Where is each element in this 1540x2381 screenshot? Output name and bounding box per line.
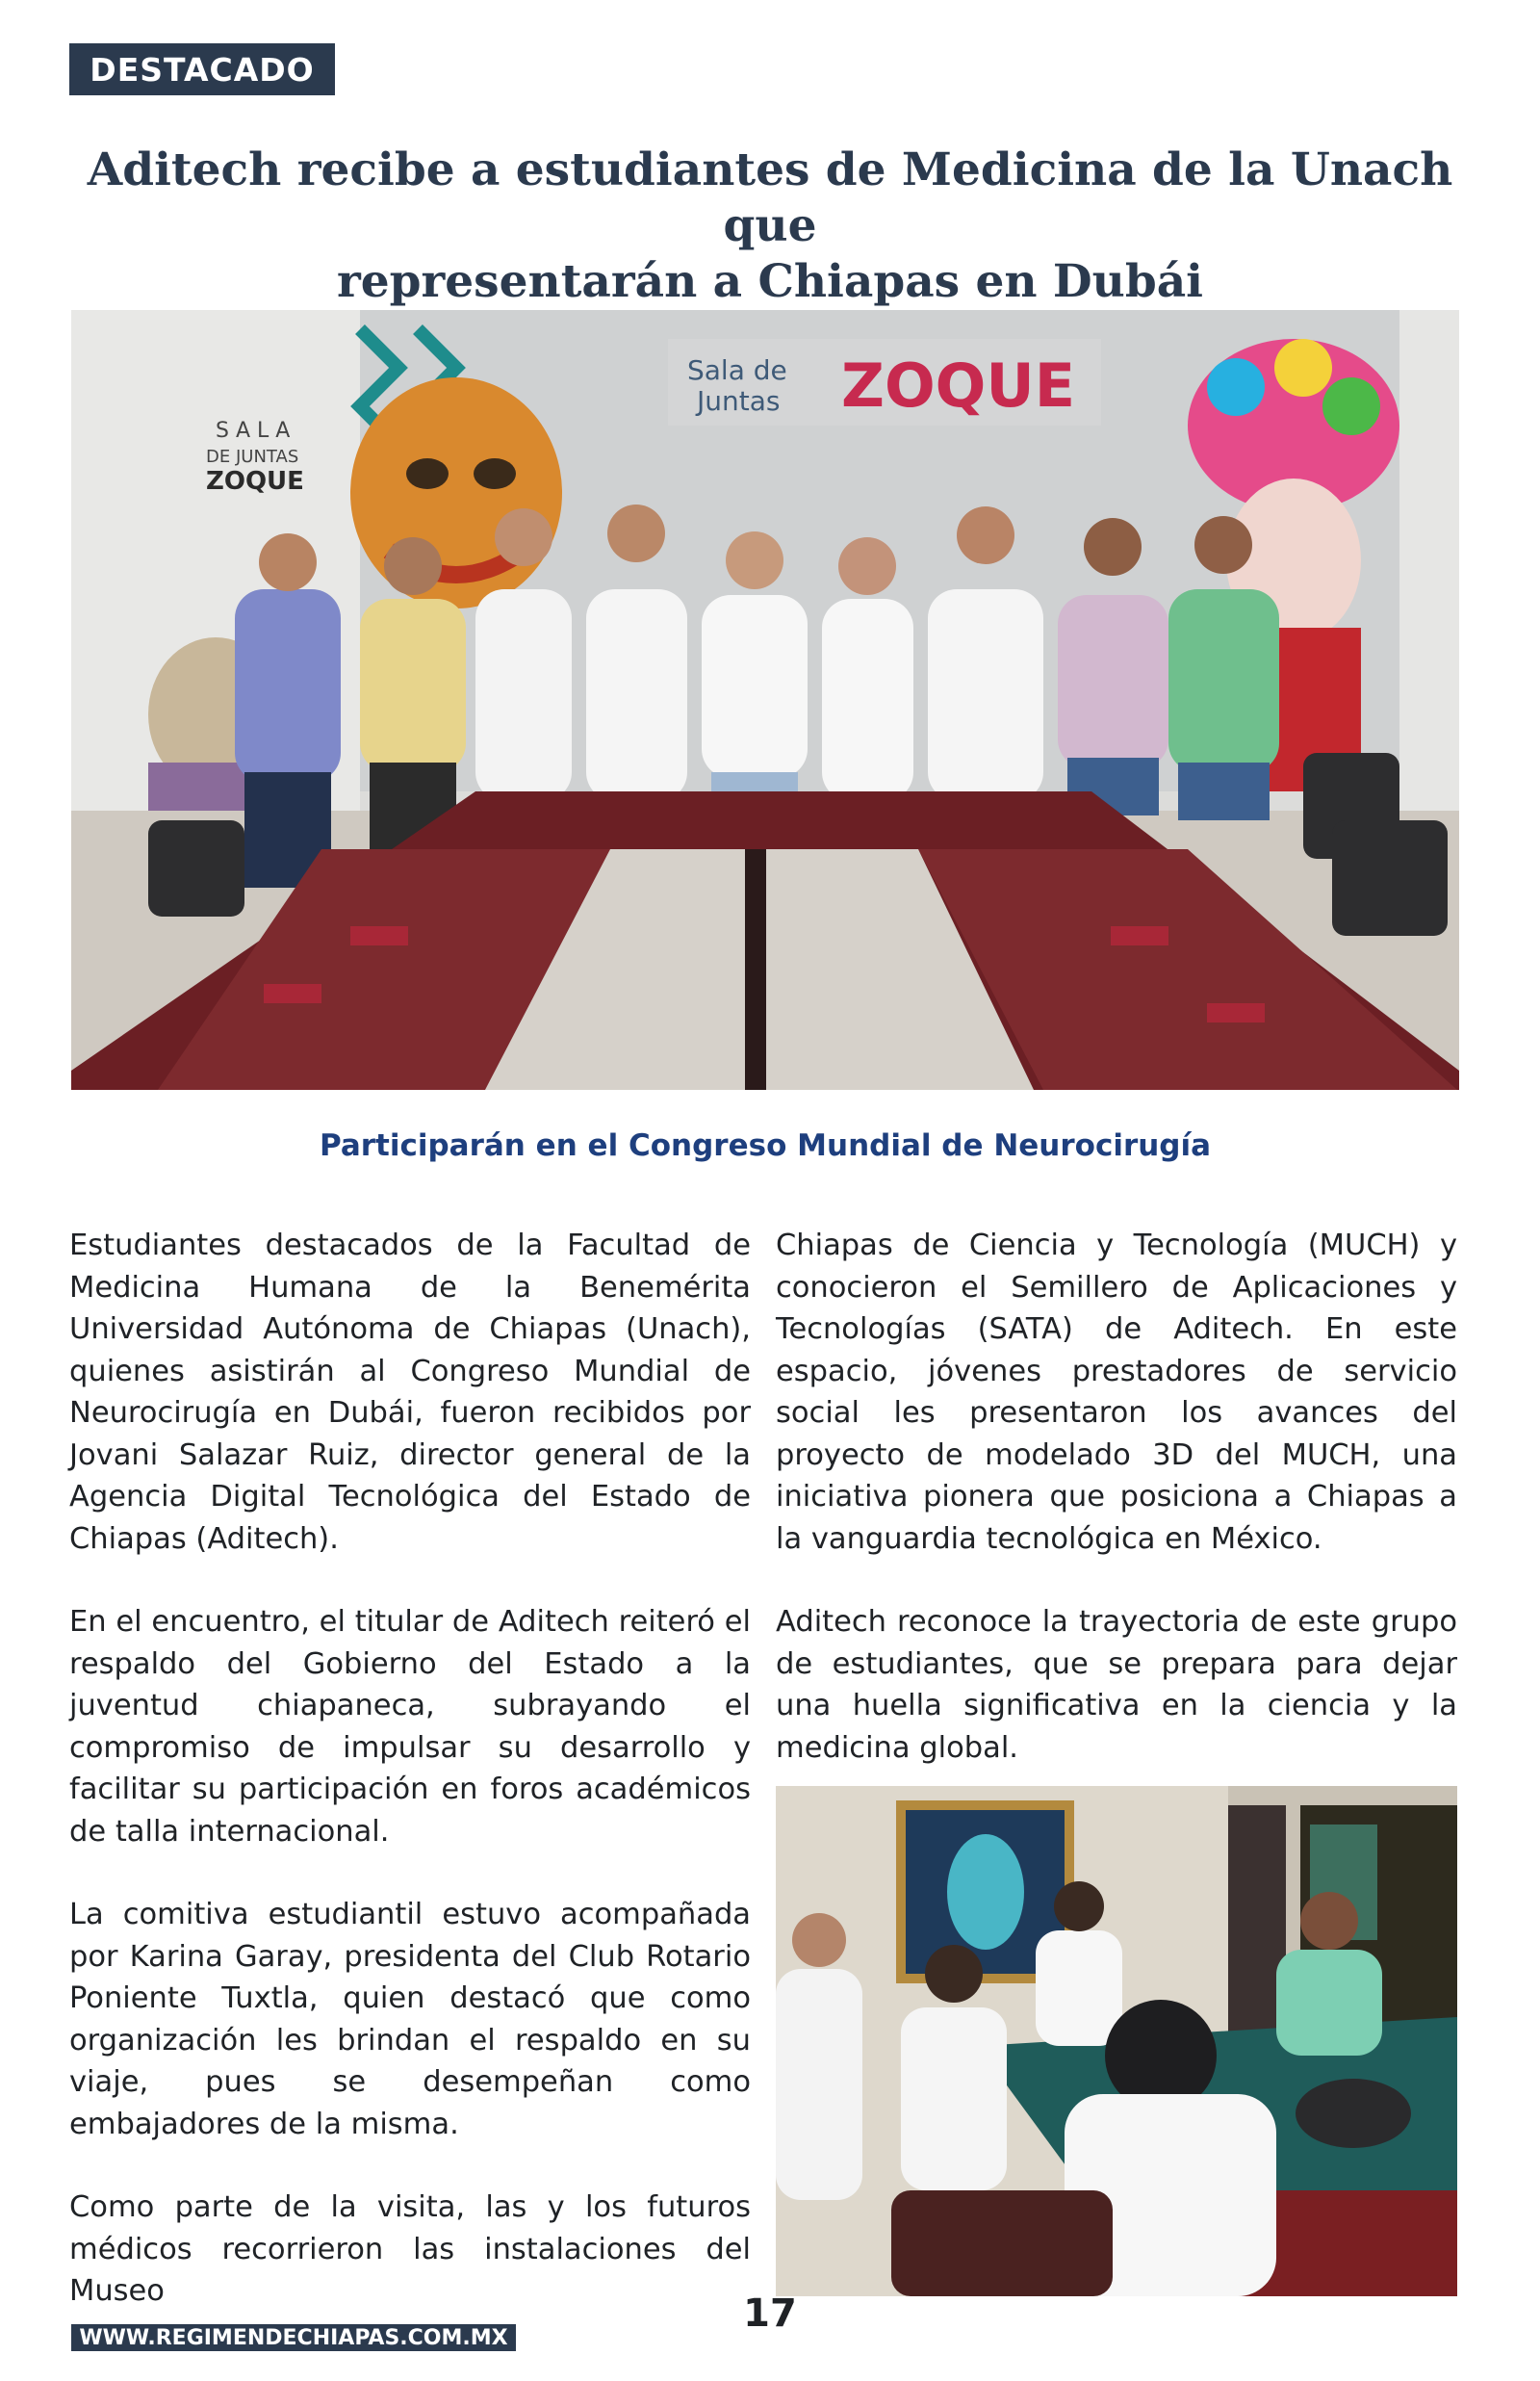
paragraph: En el encuentro, el titular de Aditech reiteró el respaldo del Gobierno del Estado a la juventud chiapaneca, subrayando el compromiso de impulsar su desarrollo y facilitar su participación en foros académicos de talla internacional. xyxy=(69,1605,751,1849)
article-column-left xyxy=(69,1225,751,2354)
sign-zoque: ZOQUE xyxy=(841,350,1076,421)
article-column-right xyxy=(776,1225,1457,1810)
paragraph: Aditech reconoce la trayectoria de este grupo de estudiantes, que se prepara para dejar una huella significativa en la ciencia y la medicina global. xyxy=(776,1605,1457,1765)
headline-line-2: representarán a Chiapas en Dubái xyxy=(336,255,1204,308)
secondary-photo-office-meeting xyxy=(776,1786,1457,2296)
photo-caption: Participarán en el Congreso Mundial de Neurocirugía xyxy=(319,1128,1212,1163)
page-number: 17 xyxy=(743,2291,797,2336)
footer-website: WWW.REGIMENDECHIAPAS.COM.MX xyxy=(71,2324,516,2351)
paragraph: La comitiva estudiantil estuvo acompañada por Karina Garay, presidenta del Club Rotario Poniente Tuxtla, quien destacó que como organización les brindan el respaldo en su viaje, pues se desempeñan como embajadores de la misma. xyxy=(69,1898,751,2141)
section-tag: DESTACADO xyxy=(69,43,335,95)
paragraph: Como parte de la visita, las y los futuros médicos recorrieron las instalaciones del Museo xyxy=(69,2190,751,2308)
side-sign-zoque: ZOQUE xyxy=(206,467,304,496)
paragraph: Chiapas de Ciencia y Tecnología (MUCH) y conocieron el Semillero de Aplicaciones y Tecnologías (SATA) de Aditech. En este espacio, jóvenes prestadores de servicio social les presentaron los avances del proyecto de modelado 3D del MUCH, una iniciativa pionera que posiciona a Chiapas a la vanguardia tecnológica en México. xyxy=(776,1229,1457,1556)
sign-sala-de: Sala de xyxy=(687,354,787,386)
side-sign-de-juntas: DE JUNTAS xyxy=(206,447,299,467)
paragraph: Estudiantes destacados de la Facultad de Medicina Humana de la Benemérita Universidad Autónoma de Chiapas (Unach), quienes asistirán al Congreso Mundial de Neurocirugía en Dubái, fueron recibidos por Jovani Salazar Ruiz, director general de la Agencia Digital Tecnológica del Estado de Chiapas (Aditech). xyxy=(69,1229,751,1556)
article-headline xyxy=(87,142,1453,310)
sign-juntas: Juntas xyxy=(697,385,781,417)
side-sign-sala: S A L A xyxy=(216,419,291,443)
main-photo-group-meeting-room xyxy=(71,310,1459,1090)
headline-line-1: Aditech recibe a estudiantes de Medicina de la Unach que xyxy=(87,143,1453,252)
